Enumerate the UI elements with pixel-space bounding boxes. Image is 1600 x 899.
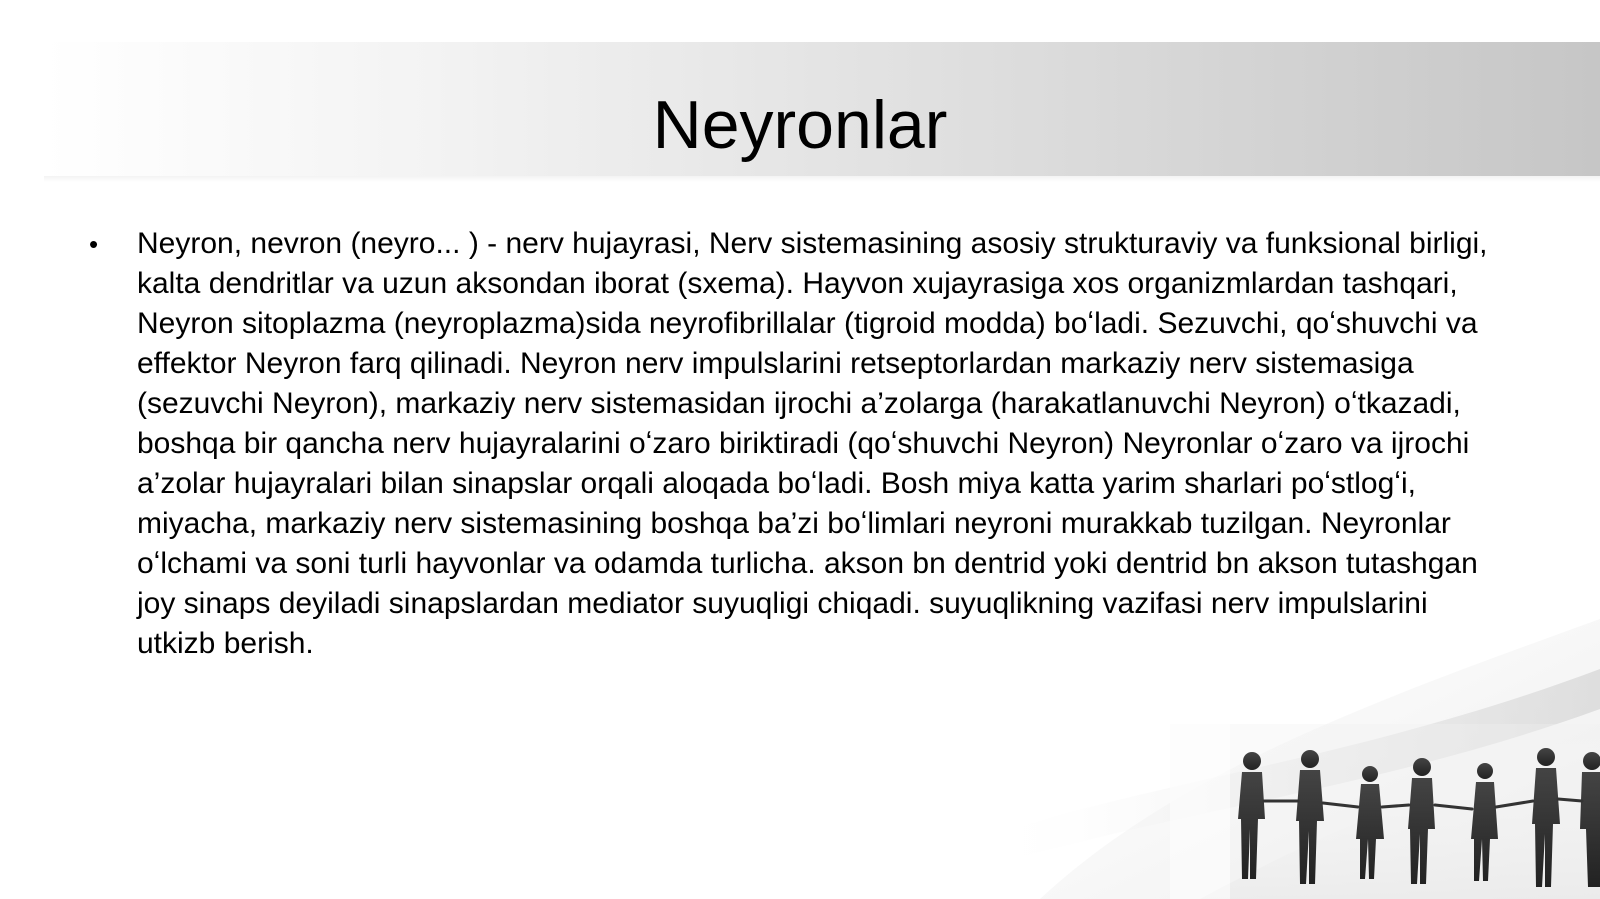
slide-title: Neyronlar	[652, 87, 948, 163]
bullet-text: Neyron, nevron (neyro... ) - nerv hujayrasi, Nerv sistemasining asosiy strukturaviy va funksional birligi, kalta dendritlar va uzun aksondan iborat (sxema). Hayvon xujayrasiga xos organizmlardan tashqari, Neyron sitoplazma (neyroplazma)sida neyrofibrillalar (tigroid modda) boʻladi. Sezuvchi, qoʻshuvchi va effektor Neyron farq qilinadi. Neyron nerv impulslarini retseptorlardan markaziy nerv sistemasiga (sezuvchi Neyron), markaziy nerv sistemasidan ijrochi a’zolarga (harakatlanuvchi Neyron) oʻtkazadi, boshqa bir qancha nerv hujayralarini oʻzaro biriktiradi (qoʻshuvchi Neyron) Neyronlar oʻzaro va ijrochi a’zolar hujayralari bilan sinapslar orqali aloqada boʻladi. Bosh miya katta yarim sharlari poʻstlogʻi, miyacha, markaziy nerv sistemasining boshqa ba’zi boʻlimlari neyroni murakkab tuzilgan. Neyronlar oʻlchami va soni turli hayvonlar va odamda turlicha. akson bn dentrid yoki dentrid bn akson tutashgan joy sinaps deyiladi sinapslardan mediator suyuqligi chiqadi. suyuqlikning vazifasi nerv impulslarini utkizb berish.	[137, 227, 1488, 660]
bullet-icon: •	[89, 229, 99, 259]
people-silhouettes-image	[980, 539, 1600, 899]
